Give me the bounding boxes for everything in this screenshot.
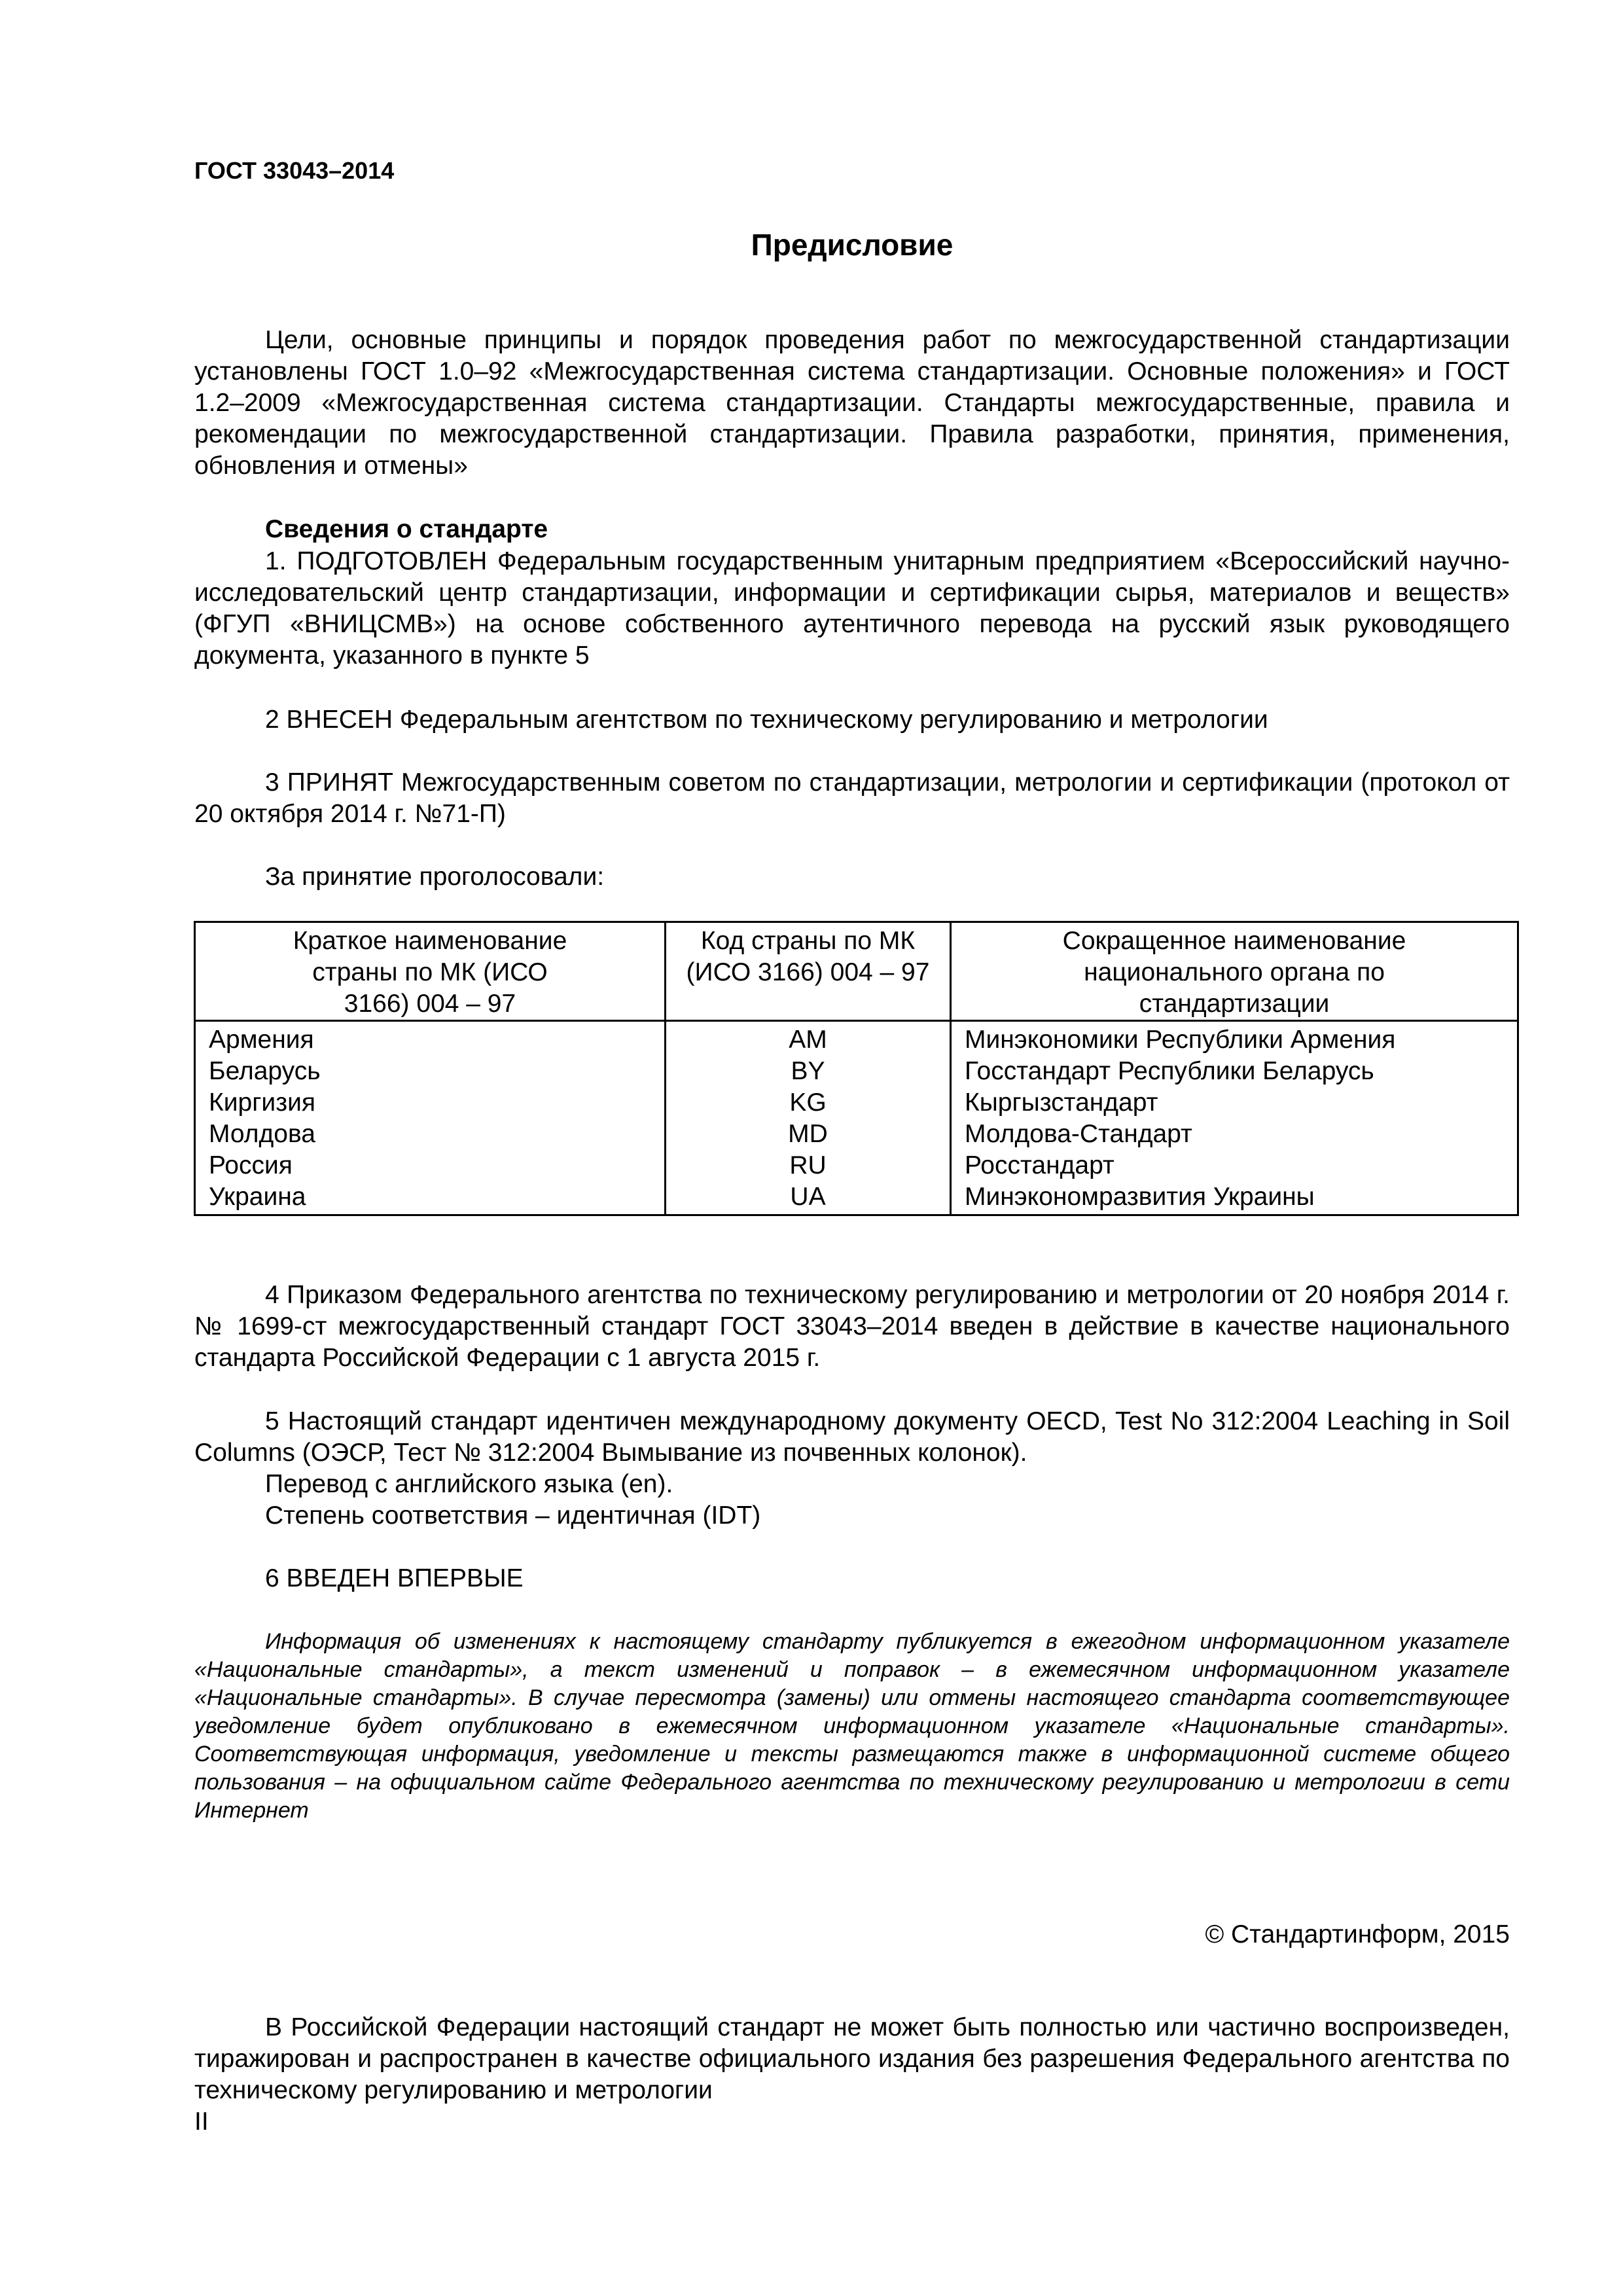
table-row — [195, 1087, 1518, 1119]
item-4-order: 4 Приказом Федерального агентства по техническому регулированию и метрологии от 20 ноября 2014 г. № 1699-ст межгосударственный стандарт ГОСТ 33043–2014 введен в действие в качестве национального стандарта Российской Федерации с 1 августа 2015 г. — [194, 1281, 1510, 1372]
table-row — [195, 1119, 1518, 1150]
copyright: © Стандартинформ, 2015 — [1205, 1920, 1510, 1948]
country-cell: Украина — [195, 1181, 666, 1215]
votes-table — [194, 921, 1519, 1216]
document-code: ГОСТ 33043–2014 — [194, 157, 395, 184]
column-header-country: Краткое наименование страны по МК (ИСО 3166) 004 – 97 — [195, 922, 666, 1021]
table-row — [195, 1021, 1518, 1056]
code-cell: RU — [666, 1150, 951, 1181]
page-title: Предисловие — [751, 228, 954, 262]
body-cell: Молдова-Стандарт — [951, 1119, 1518, 1150]
item-2-introduced: 2 ВНЕСЕН Федеральным агентством по техническому регулированию и метрологии — [265, 706, 1268, 734]
item-5-degree: Степень соответствия – идентичная (IDT) — [265, 1501, 761, 1530]
table-row — [195, 1056, 1518, 1087]
code-cell: UA — [666, 1181, 951, 1215]
body-cell: Росстандарт — [951, 1150, 1518, 1181]
info-heading: Сведения о стандарте — [265, 515, 548, 543]
code-cell: KG — [666, 1087, 951, 1119]
item-1-prepared: 1. ПОДГОТОВЛЕН Федеральным государственным унитарным предприятием «Всероссийский научно-исследовательский центр стандартизации, информации и сертификации сырья, материалов и веществ» (ФГУП «ВНИЦСМВ») на основе собственного аутентичного перевода на русский язык руководящего документа, указанного в пункте 5 — [194, 547, 1510, 670]
table-header-row — [195, 922, 1518, 1021]
body-cell: Кыргызстандарт — [951, 1087, 1518, 1119]
country-cell: Киргизия — [195, 1087, 666, 1119]
item-5-identical: 5 Настоящий стандарт идентичен международному документу OECD, Test No 312:2004 Leaching in Soil Columns (ОЭСР, Тест № 312:2004 Вымывание из почвенных колонок). — [194, 1407, 1510, 1467]
body-cell: Минэкономразвития Украины — [951, 1181, 1518, 1215]
body-cell: Минэкономики Республики Армения — [951, 1021, 1518, 1056]
country-cell: Беларусь — [195, 1056, 666, 1087]
votes-intro: За принятие проголосовали: — [265, 863, 605, 891]
country-cell: Молдова — [195, 1119, 666, 1150]
country-cell: Россия — [195, 1150, 666, 1181]
notice-paragraph: Информация об изменениях к настоящему стандарту публикуется в ежегодном информационном указателе «Национальные стандарты», а текст изменений и поправок – в ежемесячном информационном указателе «Национальные стандарты». В случае пересмотра (замены) или отмены настоящего стандарта соответствующее уведомление будет опубликовано в ежемесячном информационном указателе «Национальные стандарты». Соответствующая информация, уведомление и тексты размещаются также в информационной системе общего пользования – на официальном сайте Федерального агентства по техническому регулированию и метрологии в сети Интернет — [194, 1629, 1510, 1823]
code-cell: MD — [666, 1119, 951, 1150]
item-6-first-introduced: 6 ВВЕДЕН ВПЕРВЫЕ — [265, 1564, 524, 1592]
item-5-translation: Перевод с английского языка (en). — [265, 1470, 673, 1498]
table-row — [195, 1150, 1518, 1181]
page-number: II — [194, 2108, 209, 2136]
column-header-code: Код страны по МК (ИСО 3166) 004 – 97 — [666, 922, 951, 1021]
country-cell: Армения — [195, 1021, 666, 1056]
body-cell: Госстандарт Республики Беларусь — [951, 1056, 1518, 1087]
intro-paragraph: Цели, основные принципы и порядок проведения работ по межгосударственной стандартизации установлены ГОСТ 1.0–92 «Межгосударственная система стандартизации. Основные положения» и ГОСТ 1.2–2009 «Межгосударственная система стандартизации. Стандарты межгосударственные, правила и рекомендации по межгосударственной стандартизации. Правила разработки, принятия, применения, обновления и отмены» — [194, 326, 1510, 480]
code-cell: AM — [666, 1021, 951, 1056]
table-row — [195, 1181, 1518, 1215]
legal-paragraph: В Российской Федерации настоящий стандарт не может быть полностью или частично воспроизведен, тиражирован и распространен в качестве официального издания без разрешения Федерального агентства по техническому регулированию и метрологии — [194, 2013, 1510, 2104]
column-header-body: Сокращенное наименование национального органа по стандартизации — [951, 922, 1518, 1021]
item-3-adopted: 3 ПРИНЯТ Межгосударственным советом по стандартизации, метрологии и сертификации (протокол от 20 октября 2014 г. №71-П) — [194, 768, 1510, 828]
code-cell: BY — [666, 1056, 951, 1087]
